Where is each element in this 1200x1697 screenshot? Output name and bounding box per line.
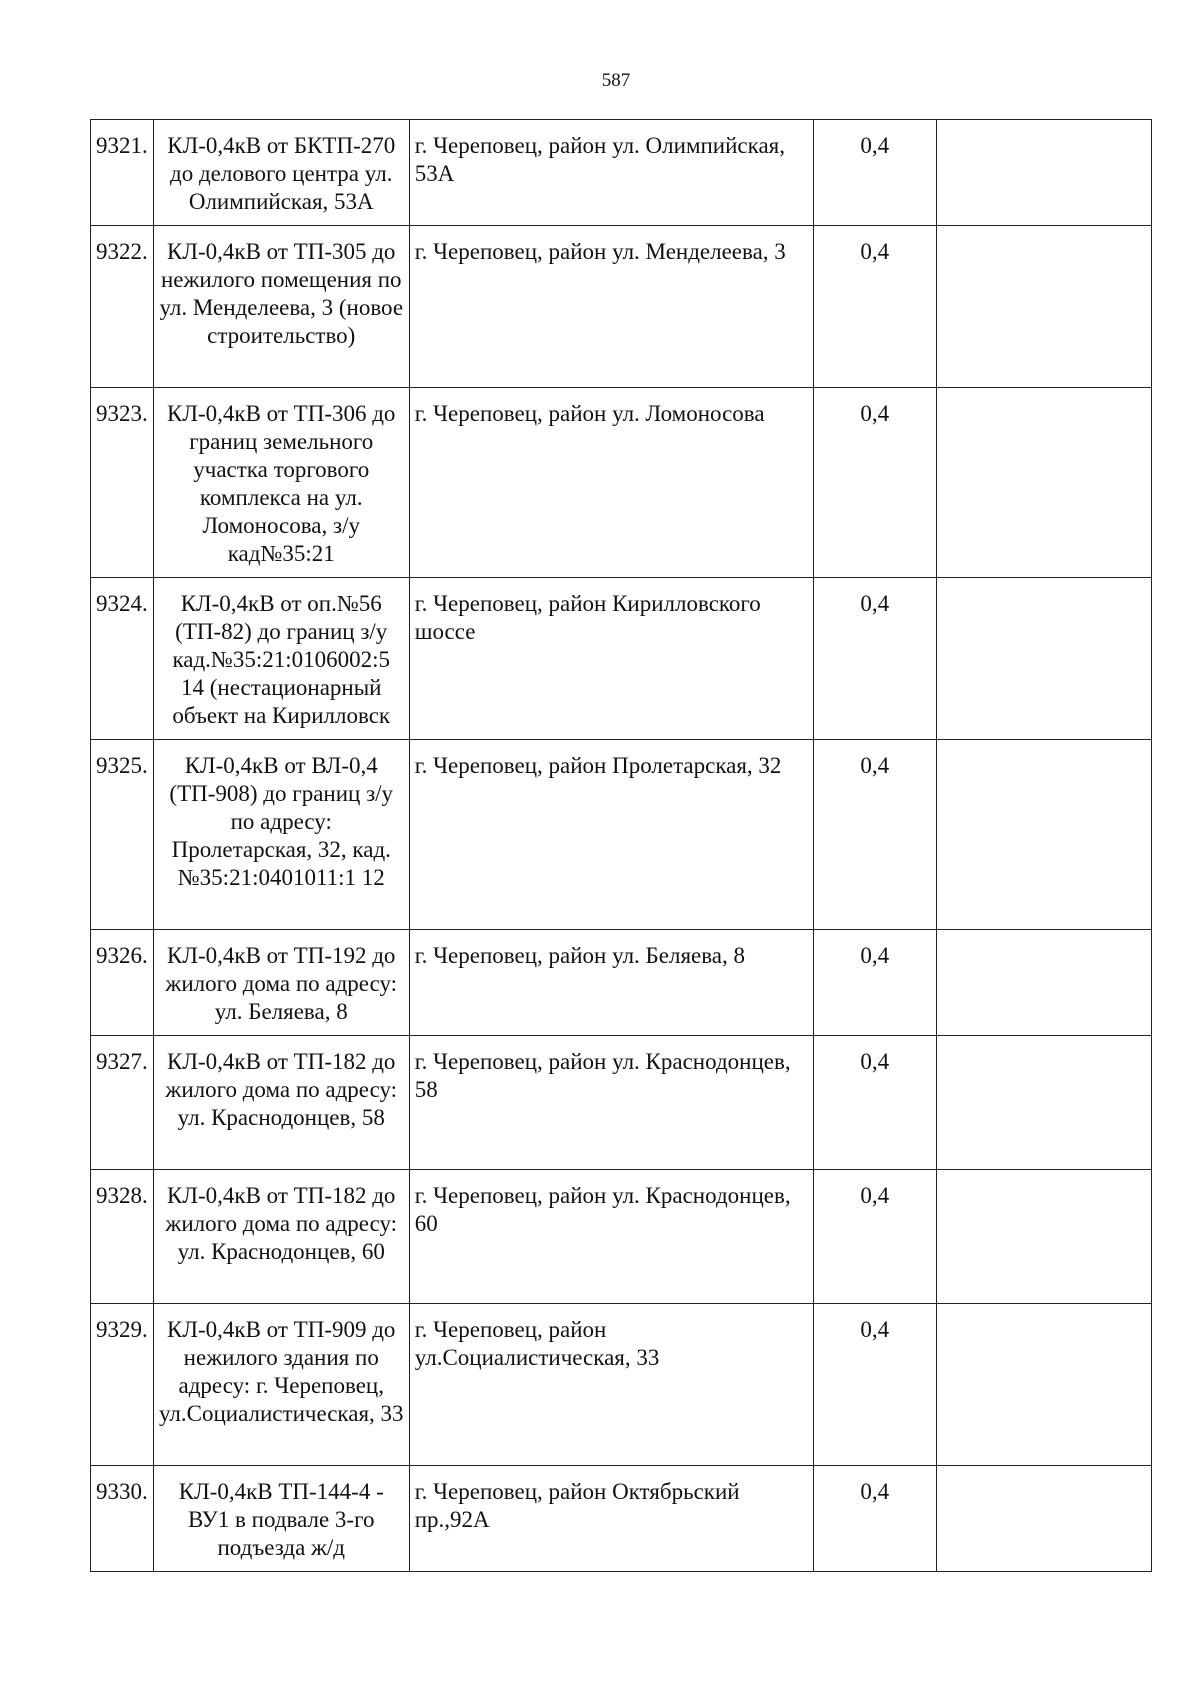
address-cell: г. Череповец, район ул. Беляева, 8 [409,930,813,1036]
cable-name-cell: КЛ-0,4кВ от ТП-909 до нежилого здания по адресу: г. Череповец, ул.Социалистическая, 33 [153,1304,409,1466]
cable-lines-table [90,119,1152,1572]
table-row [91,120,1152,226]
row-number-cell: 9324. [91,578,154,740]
row-number-cell: 9321. [91,120,154,226]
cable-name-cell: КЛ-0,4кВ от ТП-305 до нежилого помещения по ул. Менделеева, 3 (новое строительство) [153,226,409,388]
voltage-cell: 0,4 [813,930,936,1036]
page-number: 587 [601,70,631,91]
cable-name-cell: КЛ-0,4кВ от оп.№56 (ТП-82) до границ з/у кад.№35:21:0106002:5 14 (нестационарный объект на Кирилловск [153,578,409,740]
empty-cell [936,226,1151,388]
voltage-cell: 0,4 [813,388,936,578]
table-row [91,226,1152,388]
voltage-cell: 0,4 [813,120,936,226]
table-row [91,1036,1152,1170]
empty-cell [936,1304,1151,1466]
empty-cell [936,930,1151,1036]
cable-name-cell: КЛ-0,4кВ от ТП-192 до жилого дома по адресу: ул. Беляева, 8 [153,930,409,1036]
table-row [91,1170,1152,1304]
row-number-cell: 9325. [91,740,154,930]
row-number-cell: 9323. [91,388,154,578]
row-number-cell: 9322. [91,226,154,388]
cable-name-cell: КЛ-0,4кВ от ТП-182 до жилого дома по адресу: ул. Краснодонцев, 58 [153,1036,409,1170]
cable-name-cell: КЛ-0,4кВ от ТП-306 до границ земельного участка торгового комплекса на ул. Ломоносова, з/у кад№35:21 [153,388,409,578]
address-cell: г. Череповец, район Кирилловского шоссе [409,578,813,740]
voltage-cell: 0,4 [813,1170,936,1304]
voltage-cell: 0,4 [813,1466,936,1572]
empty-cell [936,578,1151,740]
table-row [91,740,1152,930]
table-row [91,1304,1152,1466]
cable-name-cell: КЛ-0,4кВ ТП-144-4 - ВУ1 в подвале 3-го подъезда ж/д [153,1466,409,1572]
cable-name-cell: КЛ-0,4кВ от ВЛ-0,4 (ТП-908) до границ з/у по адресу: Пролетарская, 32, кад.№35:21:0401011:1 12 [153,740,409,930]
empty-cell [936,120,1151,226]
address-cell: г. Череповец, район Октябрьский пр.,92А [409,1466,813,1572]
voltage-cell: 0,4 [813,1036,936,1170]
row-number-cell: 9326. [91,930,154,1036]
cable-name-cell: КЛ-0,4кВ от ТП-182 до жилого дома по адресу: ул. Краснодонцев, 60 [153,1170,409,1304]
empty-cell [936,1036,1151,1170]
address-cell: г. Череповец, район ул. Краснодонцев, 58 [409,1036,813,1170]
address-cell: г. Череповец, район ул. Олимпийская, 53А [409,120,813,226]
address-cell: г. Череповец, район Пролетарская, 32 [409,740,813,930]
voltage-cell: 0,4 [813,1304,936,1466]
row-number-cell: 9327. [91,1036,154,1170]
voltage-cell: 0,4 [813,578,936,740]
empty-cell [936,1466,1151,1572]
address-cell: г. Череповец, район ул. Менделеева, 3 [409,226,813,388]
table-row [91,930,1152,1036]
table-row [91,1466,1152,1572]
address-cell: г. Череповец, район ул. Ломоносова [409,388,813,578]
cable-name-cell: КЛ-0,4кВ от БКТП-270 до делового центра ул. Олимпийская, 53А [153,120,409,226]
row-number-cell: 9329. [91,1304,154,1466]
table-row [91,578,1152,740]
row-number-cell: 9330. [91,1466,154,1572]
empty-cell [936,1170,1151,1304]
address-cell: г. Череповец, район ул. Краснодонцев, 60 [409,1170,813,1304]
empty-cell [936,740,1151,930]
address-cell: г. Череповец, район ул.Социалистическая, 33 [409,1304,813,1466]
row-number-cell: 9328. [91,1170,154,1304]
voltage-cell: 0,4 [813,226,936,388]
empty-cell [936,388,1151,578]
voltage-cell: 0,4 [813,740,936,930]
table-row [91,388,1152,578]
